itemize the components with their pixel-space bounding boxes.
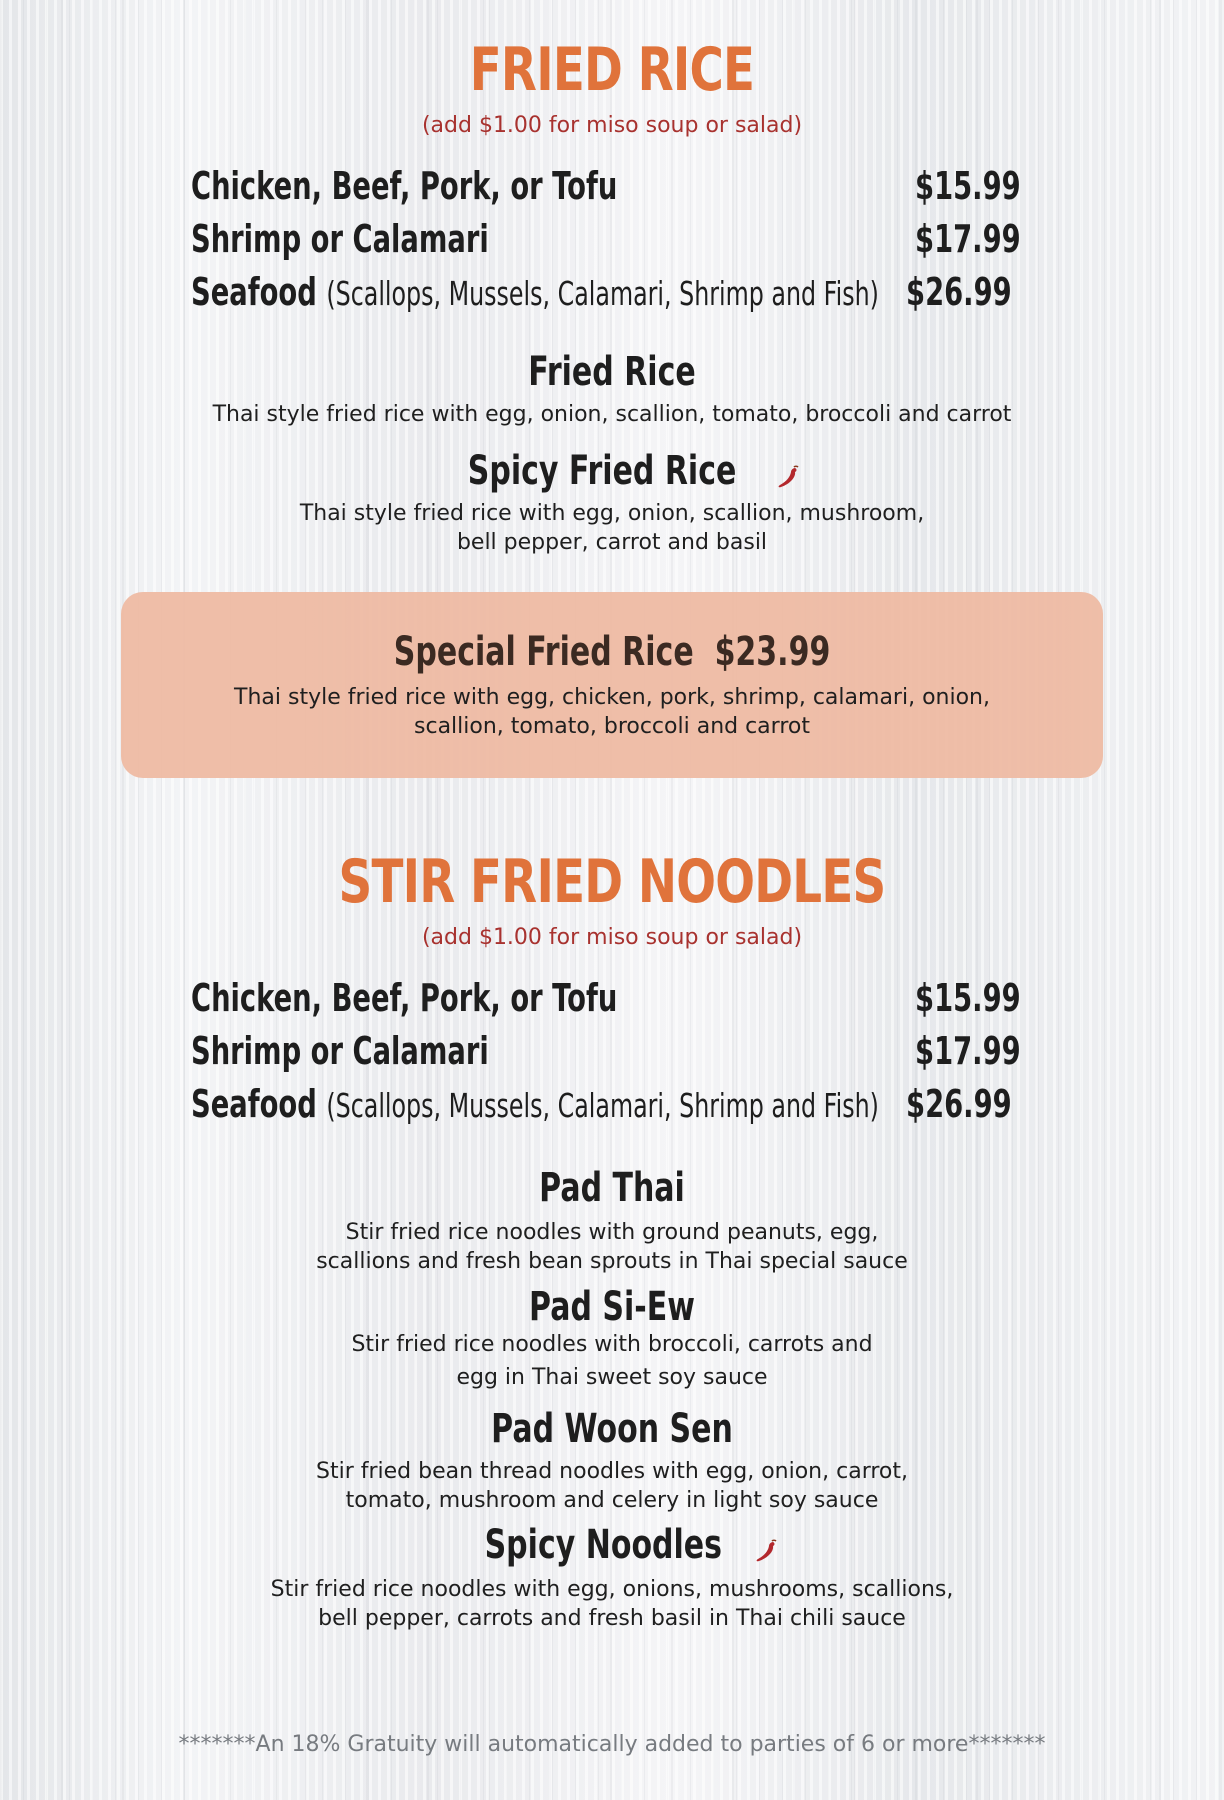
- price-option-detail: (Scallops, Mussels, Calamari, Shrimp and Fish): [326, 274, 879, 313]
- special-dish-title: [393, 629, 831, 675]
- noodles-price-row: [191, 1082, 1021, 1130]
- dish-name: Pad Si-Ew: [529, 1284, 695, 1330]
- dish-description: bell pepper, carrot and basil: [456, 530, 768, 555]
- fried-rice-price-row: [191, 270, 1021, 318]
- dish-name: Fried Rice: [528, 349, 696, 395]
- price-option-name-wrap: [191, 270, 879, 314]
- price-option-price: $17.99: [915, 1029, 1021, 1073]
- price-option-price: $15.99: [915, 976, 1021, 1020]
- noodles-title: STIR FRIED NOODLES: [338, 847, 886, 917]
- price-option-name: Shrimp or Calamari: [191, 1029, 489, 1073]
- special-dish-price: $23.99: [714, 629, 831, 675]
- gratuity-footer-note: *******An 18% Gratuity will automatically added to parties of 6 or more*******: [178, 1732, 1046, 1757]
- dish-description: bell pepper, carrots and fresh basil in Thai chili sauce: [318, 1606, 906, 1631]
- noodles-price-row: [191, 1029, 1021, 1077]
- price-option-name-wrap: [191, 1082, 879, 1126]
- noodles-price-row: [191, 976, 1021, 1024]
- special-dish-name: Special Fried Rice: [393, 629, 694, 675]
- dish-description: Stir fried bean thread noodles with egg, onion, carrot,: [316, 1459, 908, 1484]
- noodles-note: (add $1.00 for miso soup or salad): [421, 925, 803, 950]
- price-option-name: Chicken, Beef, Pork, or Tofu: [191, 976, 618, 1020]
- price-option-price: $26.99: [906, 270, 1012, 314]
- fried-rice-note: (add $1.00 for miso soup or salad): [421, 113, 803, 138]
- price-option-price: $26.99: [906, 1082, 1012, 1126]
- dish-description: Thai style fried rice with egg, onion, scallion, tomato, broccoli and carrot: [212, 402, 1012, 427]
- price-option-name: Chicken, Beef, Pork, or Tofu: [191, 164, 618, 208]
- dish-description: Stir fried rice noodles with broccoli, carrots and: [351, 1332, 873, 1357]
- price-option-name: Seafood: [191, 1082, 317, 1126]
- chili-pepper-icon: [753, 1539, 779, 1569]
- price-option-price: $15.99: [915, 164, 1021, 208]
- spicy-noodles-heading: [0, 1522, 1224, 1569]
- dish-description: egg in Thai sweet soy sauce: [456, 1365, 768, 1390]
- dish-description: tomato, mushroom and celery in light soy sauce: [345, 1488, 879, 1513]
- dish-description: Thai style fried rice with egg, onion, scallion, mushroom,: [299, 501, 925, 526]
- special-dish-description: Thai style fried rice with egg, chicken, pork, shrimp, calamari, onion,: [234, 685, 990, 710]
- fried-rice-price-row: [191, 164, 1021, 212]
- price-option-name: Shrimp or Calamari: [191, 217, 489, 261]
- dish-description: Stir fried rice noodles with ground peanuts, egg,: [345, 1220, 879, 1245]
- spicy-fried-rice-heading: [0, 448, 1224, 495]
- dish-name: Pad Thai: [539, 1165, 685, 1211]
- price-option-detail: (Scallops, Mussels, Calamari, Shrimp and Fish): [326, 1086, 879, 1125]
- dish-name: Spicy Noodles: [484, 1522, 722, 1568]
- fried-rice-title: FRIED RICE: [469, 35, 755, 105]
- chili-pepper-icon: [775, 465, 801, 495]
- price-option-price: $17.99: [915, 217, 1021, 261]
- dish-name: Spicy Fried Rice: [467, 448, 737, 494]
- dish-description: scallions and fresh bean sprouts in Thai special sauce: [316, 1249, 908, 1274]
- dish-description: Stir fried rice noodles with egg, onions, mushrooms, scallions,: [270, 1577, 954, 1602]
- special-dish-heading: [0, 629, 1224, 675]
- special-dish-description: scallion, tomato, broccoli and carrot: [414, 714, 810, 739]
- price-option-name: Seafood: [191, 270, 317, 314]
- dish-name: Pad Woon Sen: [491, 1406, 733, 1452]
- fried-rice-price-row: [191, 217, 1021, 265]
